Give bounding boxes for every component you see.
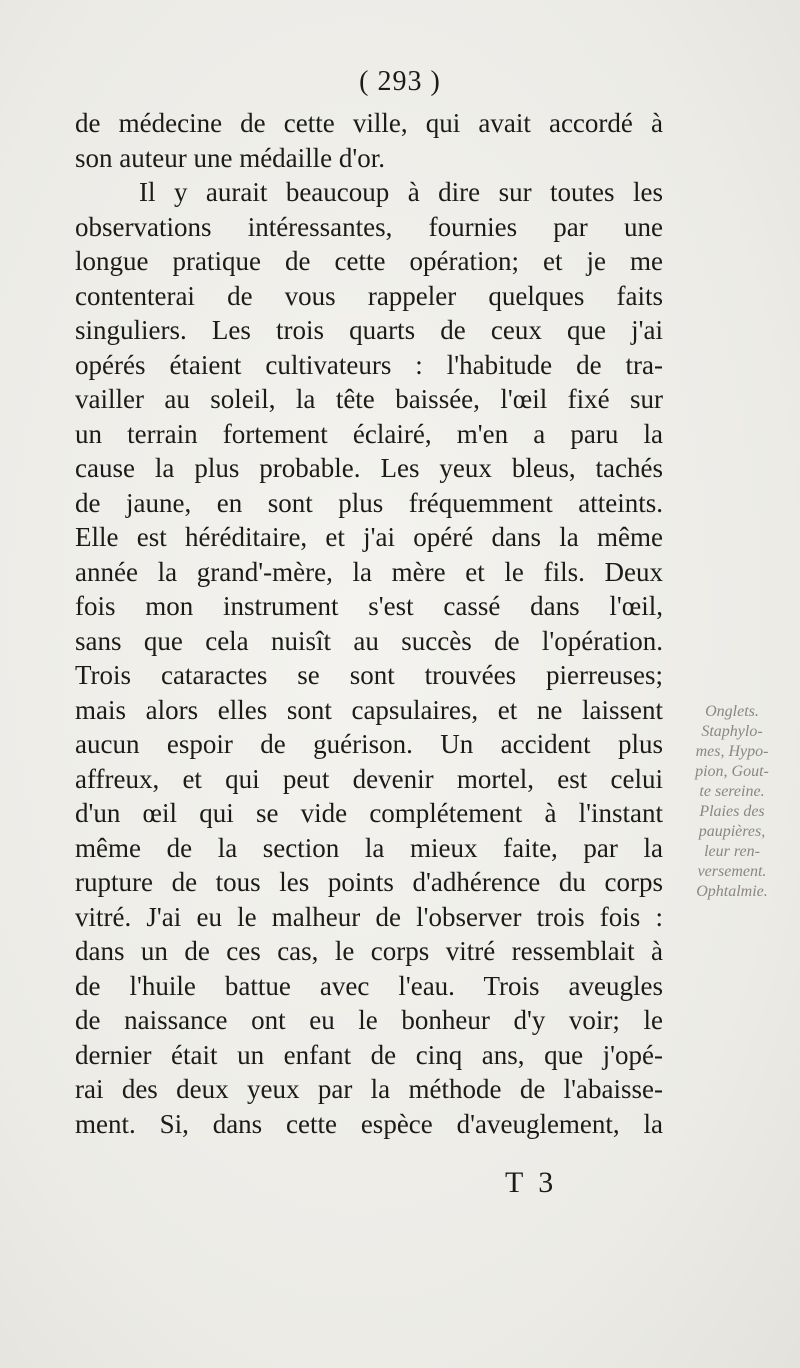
- text-line: vitré. J'ai eu le malheur de l'observer trois fois :: [75, 901, 663, 932]
- page-number: ( 293 ): [359, 66, 441, 97]
- text-line: année la grand'-mère, la mère et le fils. Deux: [75, 556, 663, 587]
- margin-note-line: Staphylo-: [701, 723, 763, 740]
- text-line: affreux, et qui peut devenir mortel, est celui: [75, 763, 663, 794]
- text-line: Trois cataractes se sont trouvées pierreuses;: [75, 660, 663, 690]
- text-line: Elle est héréditaire, et j'ai opéré dans la même: [75, 522, 663, 552]
- margin-note-line: pion, Gout-: [695, 763, 769, 780]
- text-line: cause la plus probable. Les yeux bleus, tachés: [75, 453, 663, 483]
- text-line: son auteur une médaille d'or.: [75, 142, 386, 173]
- text-line: de médecine de cette ville, qui avait accordé à: [75, 108, 663, 138]
- text-line: ment. Si, dans cette espèce d'aveuglement, la: [75, 1108, 663, 1139]
- text-line: mais alors elles sont capsulaires, et ne laissent: [75, 694, 663, 725]
- margin-note-line: Onglets.: [705, 703, 759, 720]
- text-line: dans un de ces cas, le corps vitré ressemblait à: [75, 936, 663, 966]
- text-line: dernier était un enfant de cinq ans, que j'opé-: [75, 1039, 663, 1070]
- text-line: un terrain fortement éclairé, m'en a paru la: [75, 418, 663, 449]
- text-line: longue pratique de cette opération; et je me: [75, 246, 663, 276]
- text-line: de l'huile battue avec l'eau. Trois aveugles: [75, 970, 663, 1001]
- margin-note-line: Ophtalmie.: [696, 883, 768, 900]
- margin-note-line: te sereine.: [699, 783, 765, 800]
- text-line: de naissance ont eu le bonheur d'y voir; le: [75, 1005, 663, 1035]
- body-text: [75, 106, 663, 1141]
- text-line: contenterai de vous rappeler quelques faits: [75, 280, 663, 311]
- margin-note: [668, 702, 796, 902]
- text-line: aucun espoir de guérison. Un accident plus: [75, 729, 663, 759]
- text-line: rupture de tous les points d'adhérence du corps: [75, 867, 663, 897]
- text-line: sans que cela nuisît au succès de l'opération.: [75, 625, 663, 656]
- margin-note-line: leur ren-: [704, 843, 760, 860]
- text-line: fois mon instrument s'est cassé dans l'œil,: [75, 591, 663, 621]
- text-line: rai des deux yeux par la méthode de l'abaisse-: [75, 1074, 663, 1104]
- margin-note-line: paupières,: [698, 823, 766, 840]
- margin-note-line: mes, Hypo-: [695, 743, 769, 760]
- text-line: observations intéressantes, fournies par une: [75, 211, 663, 242]
- text-line: vailler au soleil, la tête baissée, l'œil fixé sur: [75, 384, 663, 414]
- text-line: Il y aurait beaucoup à dire sur toutes les: [139, 177, 663, 207]
- signature-mark: T 3: [505, 1166, 558, 1199]
- text-line: de jaune, en sont plus fréquemment atteints.: [75, 487, 663, 518]
- text-line: même de la section la mieux faite, par la: [75, 832, 663, 863]
- margin-note-line: versement.: [697, 863, 767, 880]
- text-line: opérés étaient cultivateurs : l'habitude de tra-: [75, 349, 663, 380]
- margin-note-line: Plaies des: [699, 803, 765, 820]
- text-line: singuliers. Les trois quarts de ceux que j'ai: [75, 315, 663, 345]
- text-line: d'un œil qui se vide complétement à l'instant: [75, 798, 663, 828]
